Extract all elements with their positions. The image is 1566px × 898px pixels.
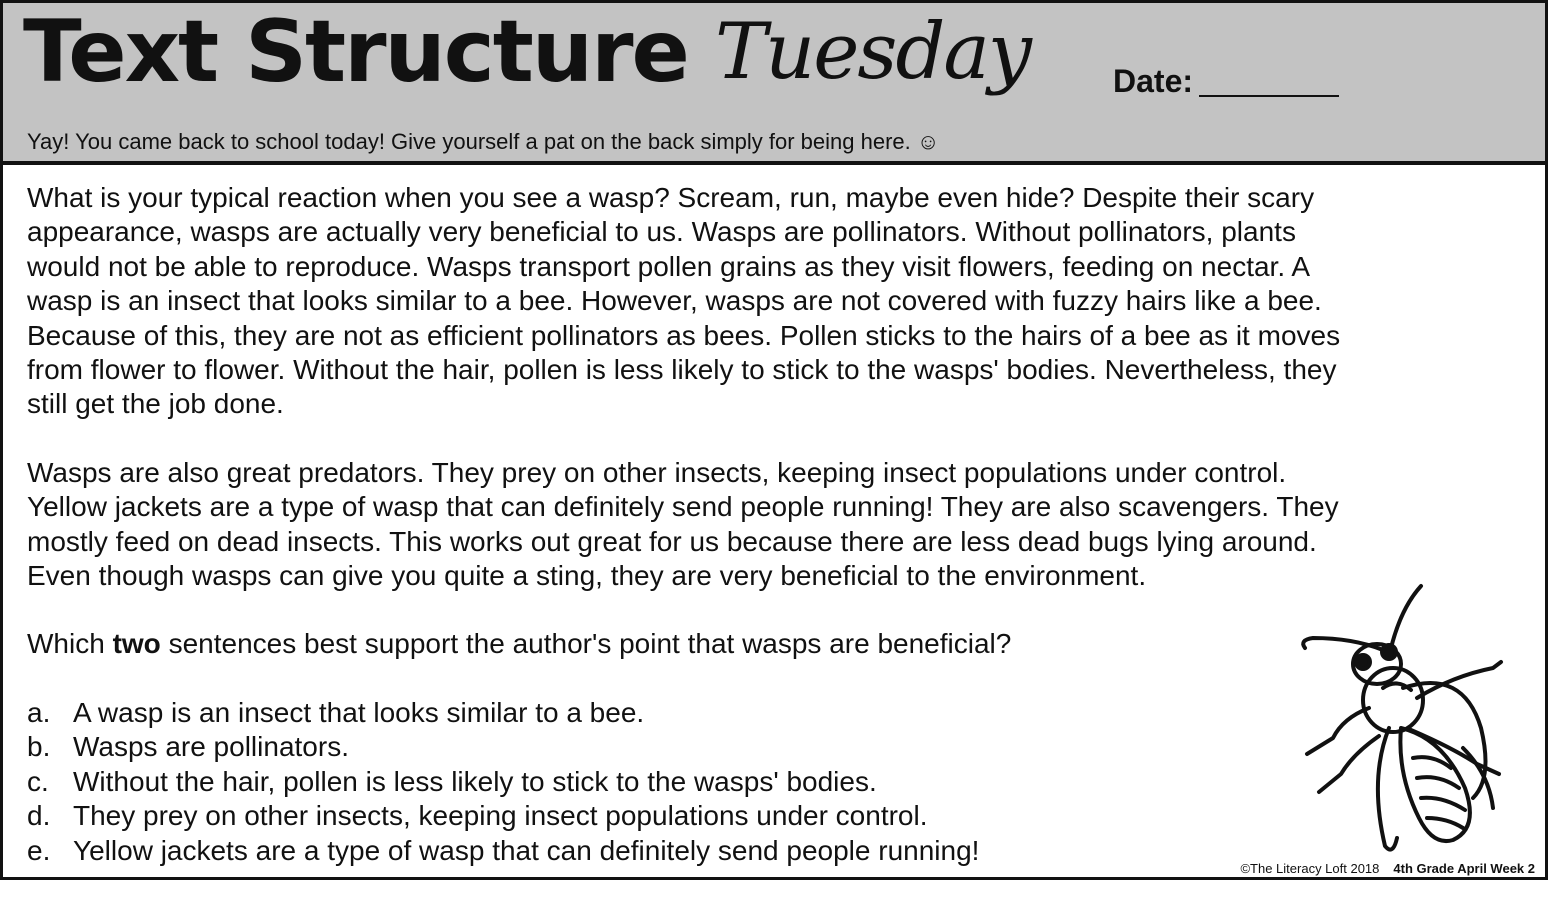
passage-line: still get the job done. (27, 388, 284, 420)
choice-text: They prey on other insects, keeping insect populations under control. (73, 800, 928, 832)
footer-credit (1240, 861, 1535, 876)
passage-line: Yellow jackets are a type of wasp that can definitely send people running! They are also scavengers. They (27, 491, 1339, 523)
copyright-text: ©The Literacy Loft 2018 (1240, 861, 1380, 876)
subtitle: Yay! You came back to school today! Give yourself a pat on the back simply for being here. ☺ (27, 129, 940, 154)
choice-text: Without the hair, pollen is less likely to stick to the wasps' bodies. (73, 765, 877, 797)
passage-line: from flower to flower. Without the hair, pollen is less likely to stick to the wasps' bodies. Nevertheless, they (27, 354, 1337, 386)
choice-letter: e. (27, 834, 51, 866)
choice-text: Yellow jackets are a type of wasp that can definitely send people running! (73, 834, 980, 866)
passage-line: would not be able to reproduce. Wasps transport pollen grains as they visit flowers, feeding on nectar. A (27, 250, 1311, 282)
question-bold: two (112, 628, 161, 660)
choice-text: Wasps are pollinators. (73, 731, 349, 763)
passage-line: appearance, wasps are actually very beneficial to us. Wasps are pollinators. Without pollinators, plants (27, 216, 1296, 248)
choice-letter: c. (27, 765, 49, 797)
choice-letter: d. (27, 800, 51, 832)
grade-week-label: 4th Grade April Week 2 (1393, 861, 1535, 876)
question-after: sentences best support the author's point that wasps are beneficial? (160, 628, 1012, 660)
title-script: Tuesday (715, 7, 1030, 97)
date-line (1199, 95, 1339, 97)
choice-letter: a. (27, 696, 51, 728)
passage-line: wasp is an insect that looks similar to a bee. However, wasps are not covered with fuzzy hairs like a bee. (27, 285, 1322, 317)
paragraph-1 (27, 181, 1537, 422)
spacer (27, 422, 1537, 456)
date-label: Date: (1113, 63, 1194, 99)
paragraph-2 (27, 456, 1537, 594)
title-main: Text Structure (23, 2, 688, 102)
passage-line: Wasps are also great predators. They prey on other insects, keeping insect populations under control. (27, 456, 1287, 488)
wasp-icon (1293, 578, 1513, 858)
passage-line: What is your typical reaction when you see a wasp? Scream, run, maybe even hide? Despite their scary (27, 182, 1315, 213)
passage-line: mostly feed on dead insects. This works out great for us because there are less dead bugs lying around. (27, 525, 1317, 557)
choice-text: A wasp is an insect that looks similar to a bee. (73, 696, 645, 728)
question-before: Which (27, 628, 113, 660)
passage-line: Even though wasps can give you quite a sting, they are very beneficial to the environment. (27, 560, 1147, 592)
passage-line: Because of this, they are not as efficient pollinators as bees. Pollen sticks to the hairs of a bee as it moves (27, 319, 1341, 351)
header-banner (3, 3, 1545, 165)
choice-letter: b. (27, 731, 51, 763)
